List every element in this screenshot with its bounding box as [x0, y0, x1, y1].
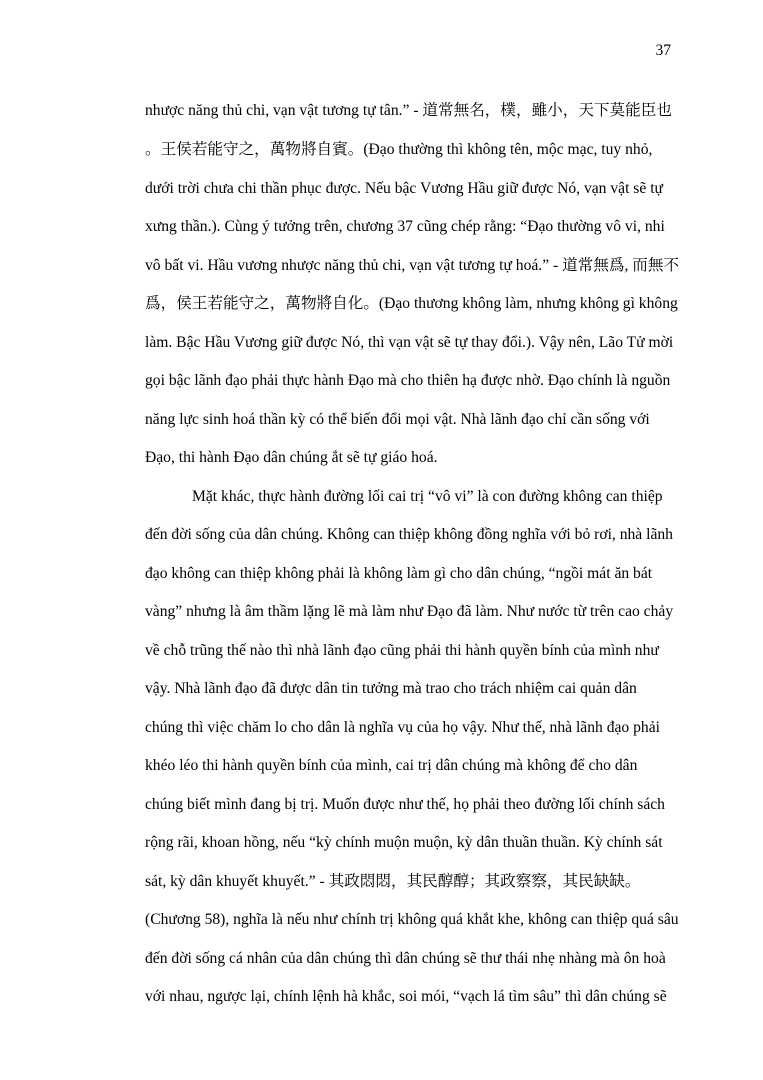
text-line: rộng rãi, khoan hồng, nếu “kỳ chính muộn muộn, kỳ dân thuần thuần. Kỳ chính sát	[145, 834, 663, 851]
text-line: vậy. Nhà lãnh đạo đã được dân tin tưởng mà trao cho trách nhiệm cai quản dân	[145, 680, 637, 697]
text-line: dưới trời chưa chi thần phục được. Nếu bậc Vương Hầu giữ được Nó, vạn vật sẽ tự	[145, 180, 663, 197]
page-number: 37	[655, 42, 671, 59]
text-line: vàng” nhưng là âm thầm lặng lẽ mà làm như Đạo đã làm. Như nước từ trên cao chảy	[145, 603, 674, 620]
text-line: với nhau, ngược lại, chính lệnh hà khắc, soi mói, “vạch lá tìm sâu” thì dân chúng sẽ	[145, 988, 667, 1005]
text-line: đạo không can thiệp không phải là không làm gì cho dân chúng, “ngồi mát ăn bát	[145, 565, 653, 582]
text-line: chúng thì việc chăm lo cho dân là nghĩa vụ của họ vậy. Như thế, nhà lãnh đạo phải	[145, 719, 660, 736]
text-line: nhược năng thủ chi, vạn vật tương tự tân.” - 道常無名，樸，雖小，天下莫能臣也	[145, 102, 672, 119]
text-line: năng lực sinh hoá thần kỳ có thể biến đổi mọi vật. Nhà lãnh đạo chỉ cần sống với	[145, 411, 650, 428]
paragraph-first-line: Mặt khác, thực hành đường lối cai trị “vô vi” là con đường không can thiệp	[192, 488, 663, 505]
text-line: khéo léo thi hành quyền bính của mình, cai trị dân chúng mà không để cho dân	[145, 757, 638, 774]
text-line: sát, kỳ dân khuyết khuyết.” - 其政悶悶，其民醇醇；其政察察，其民缺缺。	[145, 873, 641, 890]
text-line: Đạo, thi hành Đạo dân chúng ắt sẽ tự giáo hoá.	[145, 449, 438, 466]
text-line: (Chương 58), nghĩa là nếu như chính trị không quá khắt khe, không can thiệp quá sâu	[145, 911, 679, 928]
text-line: làm. Bậc Hầu Vương giữ được Nó, thì vạn vật sẽ tự thay đổi.). Vậy nên, Lão Tử mời	[145, 334, 674, 351]
text-line: gọi bậc lãnh đạo phải thực hành Đạo mà cho thiên hạ được nhờ. Đạo chính là nguồn	[145, 372, 671, 389]
text-line: vô bất vi. Hầu vương nhược năng thủ chi, vạn vật tương tự hoá.” - 道常無爲, 而無不	[145, 257, 680, 274]
text-line: xưng thần.). Cùng ý tưởng trên, chương 37 cũng chép rằng: “Đạo thường vô vi, nhi	[145, 218, 665, 235]
text-line: chúng biết mình đang bị trị. Muốn được như thế, họ phải theo đường lối chính sách	[145, 796, 665, 813]
text-line: đến đời sống của dân chúng. Không can thiệp không đồng nghĩa với bỏ rơi, nhà lãnh	[145, 526, 673, 543]
text-line: đến đời sống cá nhân của dân chúng thì dân chúng sẽ thư thái nhẹ nhàng mà ôn hoà	[145, 950, 666, 967]
text-line: về chỗ trũng thế nào thì nhà lãnh đạo cũng phải thi hành quyền bính của mình như	[145, 642, 659, 659]
text-line: 爲，侯王若能守之，萬物將自化。(Đạo thương không làm, nhưng không gì không	[145, 295, 678, 312]
text-line: 。王侯若能守之，萬物將自賓。(Đạo thường thì không tên, mộc mạc, tuy nhỏ,	[145, 141, 653, 158]
